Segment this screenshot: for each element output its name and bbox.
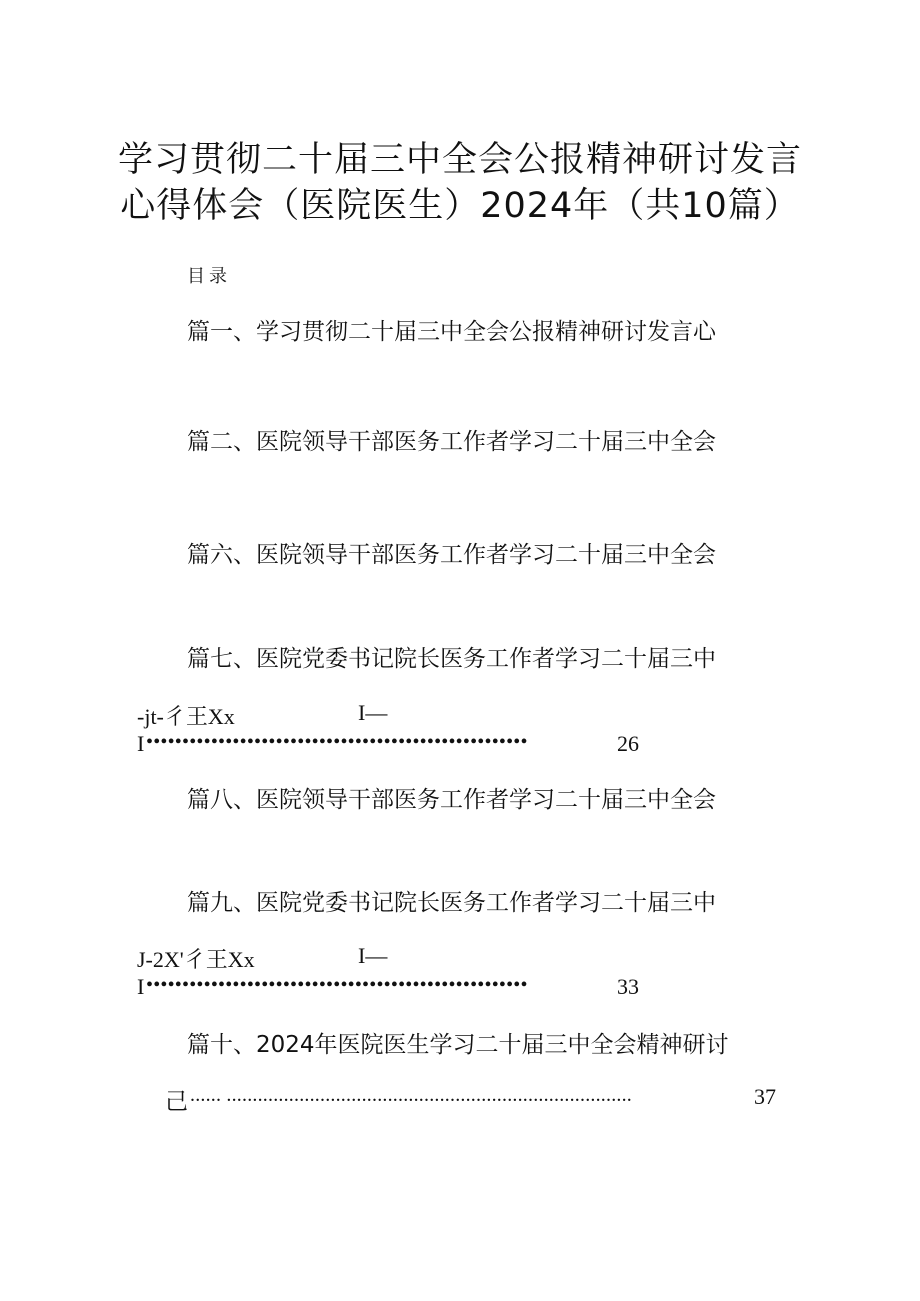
document-title-line-2: 心得体会（医院医生）2024年（共10篇）: [120, 186, 800, 226]
toc-entry-1: 篇一、学习贯彻二十届三中全会公报精神研讨发言心: [187, 319, 716, 345]
toc-entry-4-continuation: -jt-彳王Xx: [137, 704, 235, 729]
toc-entry-6: 篇九、医院党委书记院长医务工作者学习二十届三中: [187, 890, 716, 916]
toc-entry-7: 篇十、2024年医院医生学习二十届三中全会精神研讨: [187, 1032, 729, 1058]
toc-entry-4-page-number: 26: [617, 731, 639, 756]
toc-entry-6-leader: •••••••••••••••••••••••••••••••••••••••••••••••••••••: [146, 974, 528, 996]
document-title-line-1: 学习贯彻二十届三中全会公报精神研讨发言: [117, 140, 802, 180]
toc-entry-7-continuation: 己: [165, 1089, 188, 1115]
toc-entry-6-continuation: J-2X'彳王Xx: [137, 947, 255, 972]
toc-entry-4-leader: •••••••••••••••••••••••••••••••••••••••••••••••••••••: [146, 731, 528, 753]
toc-entry-5: 篇八、医院领导干部医务工作者学习二十届三中全会: [187, 787, 716, 813]
toc-entry-7-page-number: 37: [754, 1084, 776, 1109]
toc-entry-2: 篇二、医院领导干部医务工作者学习二十届三中全会: [187, 429, 716, 455]
toc-entry-4-fragment: I—: [358, 700, 388, 725]
toc-heading: 目录: [187, 266, 231, 287]
toc-entry-3: 篇六、医院领导干部医务工作者学习二十届三中全会: [187, 542, 716, 568]
toc-entry-6-leader-start: I: [137, 974, 145, 999]
toc-entry-6-fragment: I—: [358, 943, 388, 968]
toc-entry-4-leader-start: I: [137, 731, 145, 756]
toc-entry-4: 篇七、医院党委书记院长医务工作者学习二十届三中: [187, 646, 716, 672]
toc-entry-6-page-number: 33: [617, 974, 639, 999]
toc-entry-7-leader: ...... ..............................................................................: [190, 1084, 632, 1106]
